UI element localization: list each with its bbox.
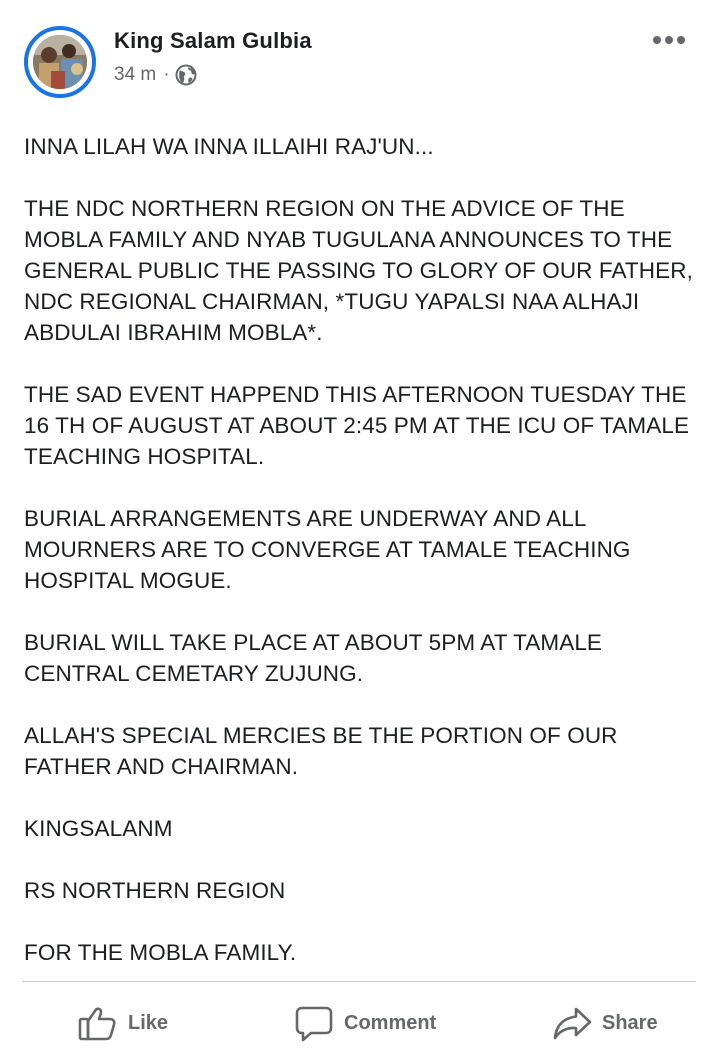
more-horizontal-icon [652,32,686,50]
share-arrow-icon [552,1003,592,1043]
post-meta [114,63,197,87]
post-paragraph: BURIAL ARRANGEMENTS ARE UNDERWAY AND ALL MOURNERS ARE TO CONVERGE AT TAMALE TEACHING HOSPITAL MOGUE. [24,506,631,593]
post-paragraph: RS NORTHERN REGION [24,878,286,903]
post-paragraph: INNA LILAH WA INNA ILLAIHI RAJ'UN... [24,134,434,159]
action-bar-divider [22,981,696,982]
post-action-bar [0,995,718,1051]
globe-icon[interactable] [175,64,197,86]
post-paragraph: BURIAL WILL TAKE PLACE AT ABOUT 5PM AT TAMALE CENTRAL CEMETARY ZUJUNG. [24,630,603,686]
post-paragraph: KINGSALANM [24,816,173,841]
avatar-image [33,35,87,89]
profile-avatar[interactable] [24,26,96,98]
post-text [24,131,696,968]
post-header [0,0,718,110]
meta-separator: · [163,64,170,85]
post-paragraph: ALLAH'S SPECIAL MERCIES BE THE PORTION OF OUR FATHER AND CHAIRMAN. [24,723,618,779]
comment-bubble-icon [294,1003,334,1043]
post-paragraph: THE SAD EVENT HAPPEND THIS AFTERNOON TUESDAY THE 16 TH OF AUGUST AT ABOUT 2:45 PM AT THE ICU OF TAMALE TEACHING HOSPITAL. [24,382,690,469]
like-button[interactable] [78,995,168,1051]
author-name[interactable]: King Salam Gulbia [114,28,312,53]
comment-label: Comment [344,1011,437,1034]
thumbs-up-icon [78,1003,118,1043]
comment-button[interactable] [294,995,436,1051]
post-timestamp[interactable]: 34 m [114,64,157,85]
like-label: Like [128,1011,169,1034]
share-button[interactable] [552,995,658,1051]
post-paragraph: FOR THE MOBLA FAMILY. [24,940,297,965]
share-label: Share [602,1011,658,1034]
post-paragraph: THE NDC NORTHERN REGION ON THE ADVICE OF THE MOBLA FAMILY AND NYAB TUGULANA ANNOUNCES TO THE GENERAL PUBLIC THE PASSING TO GLORY OF OUR FATHER, NDC REGIONAL CHAIRMAN, *TUGU YAPALSI NAA ALHAJI ABDULAI IBRAHIM MOBLA*. [24,196,693,345]
more-options-button[interactable] [644,26,694,56]
